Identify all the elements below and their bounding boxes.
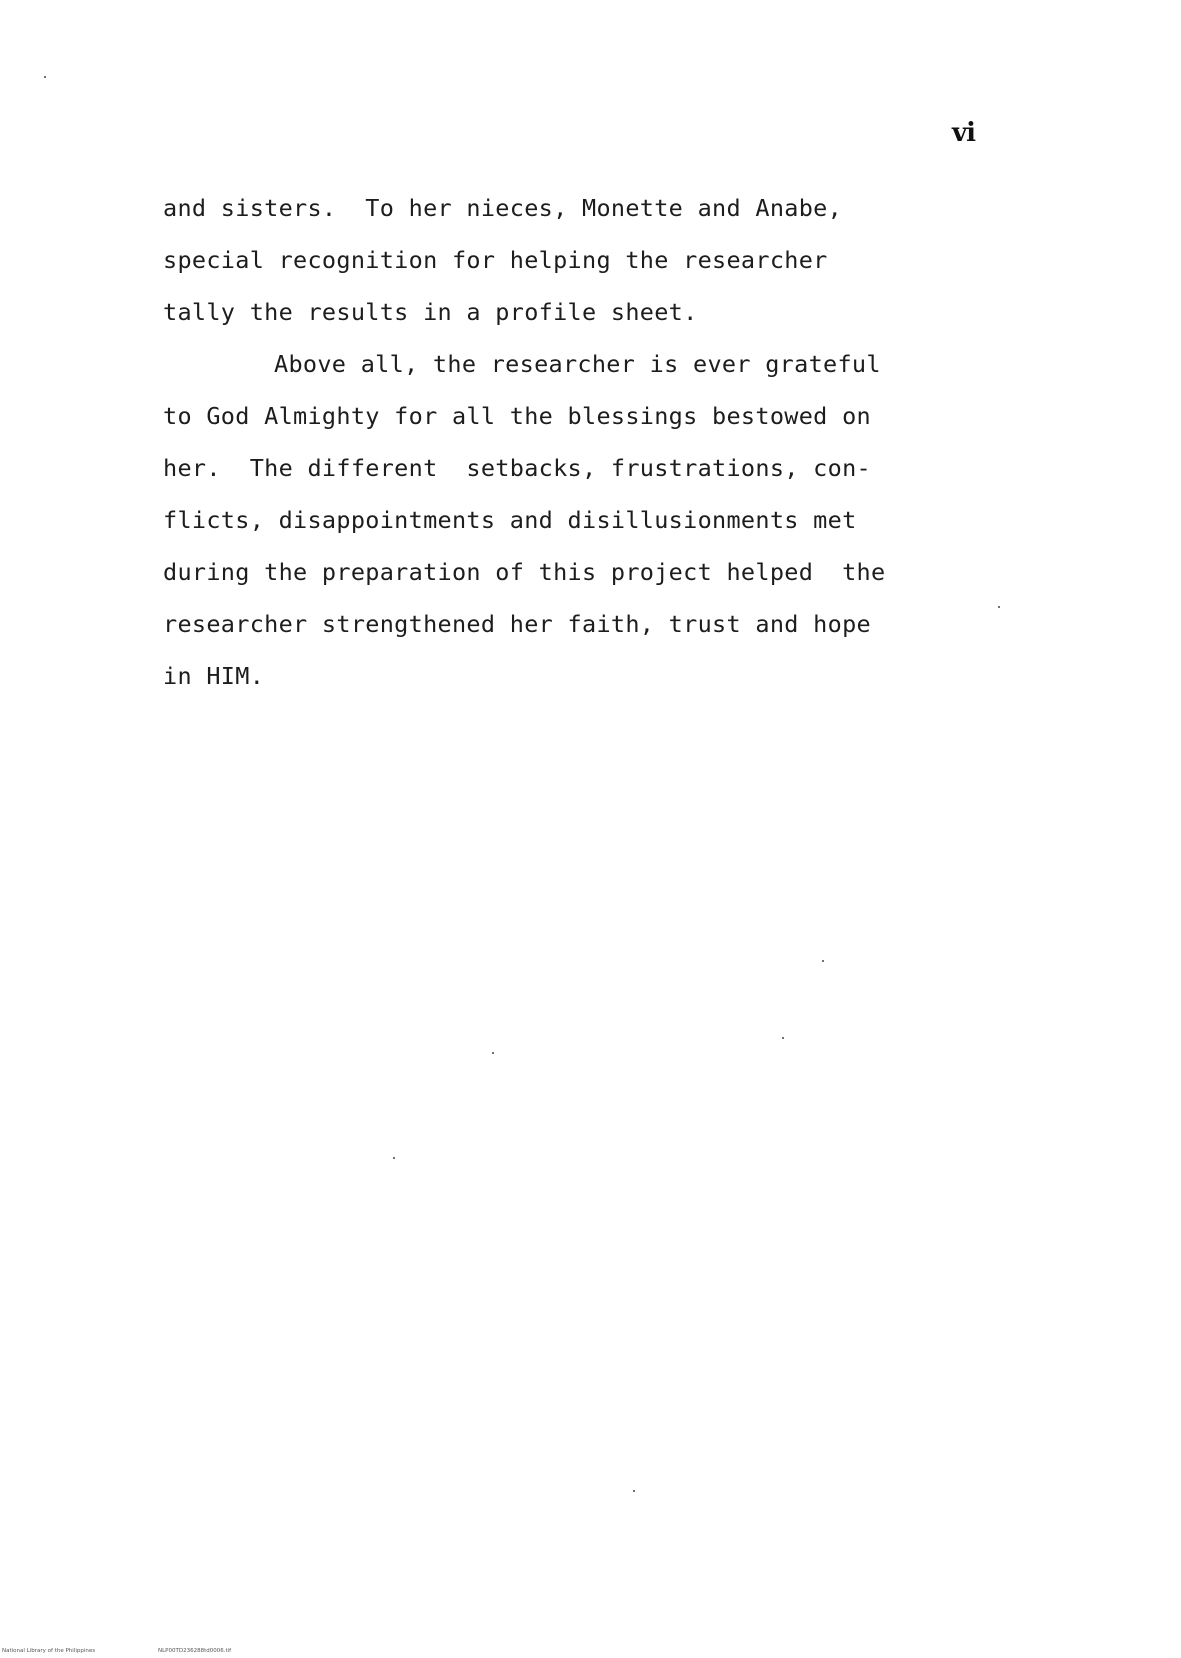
text-line-7: flicts, disappointments and disillusionments met (163, 506, 857, 534)
scan-speck (633, 1490, 635, 1492)
scan-speck (492, 1052, 494, 1054)
scan-speck (822, 960, 824, 962)
scan-speck (393, 1157, 395, 1159)
text-line-1: and sisters. To her nieces, Monette and Anabe, (163, 194, 843, 222)
text-line-10: in HIM. (163, 662, 265, 690)
text-line-6: her. The different setbacks, frustrations, con- (163, 454, 871, 482)
text-line-5: to God Almighty for all the blessings bestowed on (163, 402, 871, 430)
page-number: vi (952, 118, 975, 148)
text-line-4: Above all, the researcher is ever grateful (274, 350, 881, 378)
scan-speck (44, 76, 46, 78)
footer-library: National Library of the Philippines (2, 1648, 96, 1654)
footer-file: NLP00TD236288td0006.tif (158, 1648, 232, 1654)
text-line-8: during the preparation of this project helped the (163, 558, 886, 586)
scan-speck (782, 1037, 784, 1039)
text-line-3: tally the results in a profile sheet. (163, 298, 698, 326)
text-line-2: special recognition for helping the researcher (163, 246, 828, 274)
scan-speck (998, 606, 1000, 608)
text-line-9: researcher strengthened her faith, trust and hope (163, 610, 871, 638)
